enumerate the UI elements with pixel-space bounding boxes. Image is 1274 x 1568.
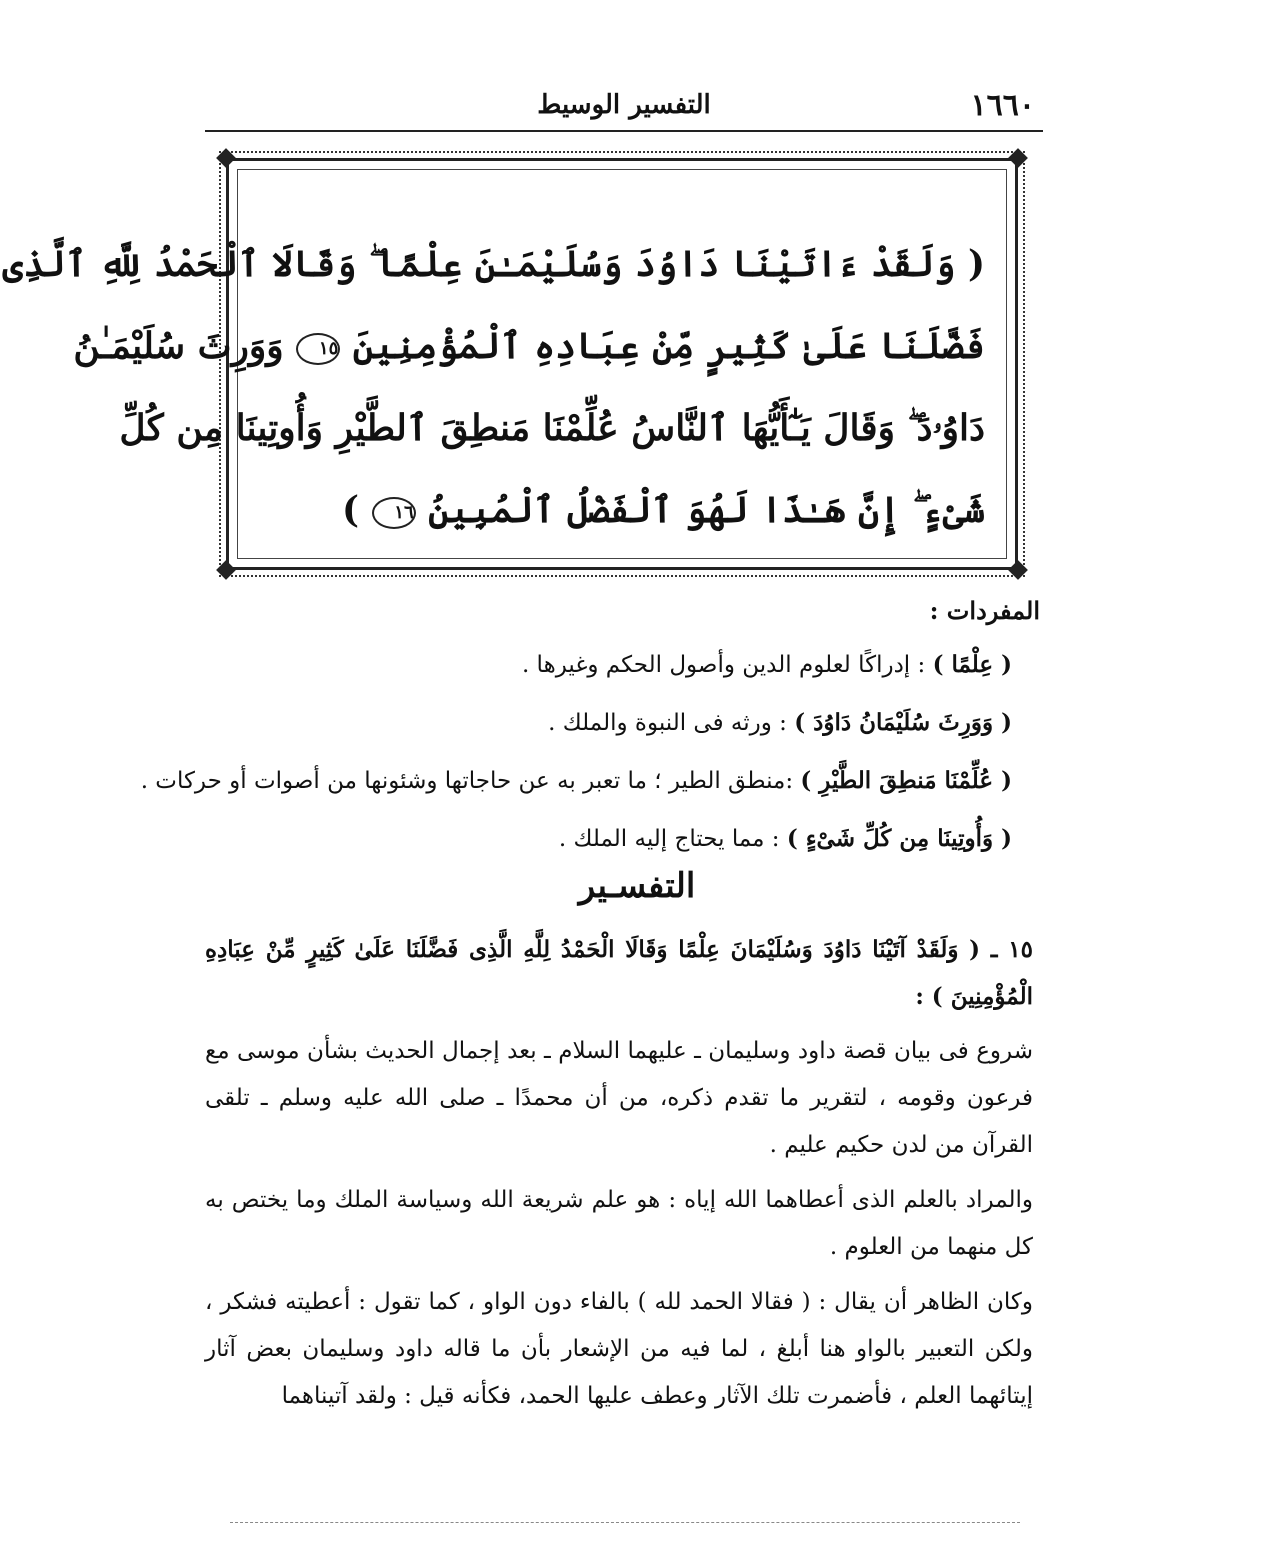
verse-line (73, 305, 985, 387)
vocabulary-meaning: :منطق الطير ؛ ما تعبر به عن حاجاتها وشئونها من أصوات أو حركات . (140, 768, 801, 794)
commentary-paragraph: والمراد بالعلم الذى أعطاهما الله إياه : هو علم شريعة الله وسياسة الملك وما يختص به كل منهما من العلوم . (205, 1187, 1033, 1260)
vocabulary-item (140, 752, 1012, 810)
commentary-paragraph: وكان الظاهر أن يقال : ( فقالا الحمد لله ) بالفاء دون الواو ، كما تقول : أعطيته فشكر ، ولكن التعبير بالواو هنا أبلغ ، لما فيه من الإشعار بأن ما قاله داود وسليمان بعض آثار إيتائهما العلم ، فأضمرت تلك الآثار وعطف عليها الحمد، فكأنه قيل : ولقد آتيناهما (205, 1289, 1033, 1409)
closing-paren: ) (342, 489, 360, 531)
vocabulary-term: ( وَوَرِثَ سُلَيْمَانُ دَاوُدَ ) (794, 709, 1012, 736)
corner-ornament-icon (216, 560, 236, 580)
vocabulary-meaning: : مما يحتاج إليه الملك . (558, 826, 787, 852)
vocabulary-list (140, 636, 1012, 868)
verse-reference: ١٥ ـ ( وَلَقَدْ آتَيْنَا دَاوُدَ وَسُلَيْمَانَ عِلْمًا وَقَالَا الْحَمْدُ لِلَّهِ الَّذِى فَضَّلَنَا عَلَىٰ كَثِيرٍ مِّنْ عِبَادِهِ الْمُؤْمِنِينَ ) : (205, 936, 1033, 1010)
verse-line (2, 223, 985, 305)
running-header (205, 86, 1043, 132)
vocabulary-meaning: : إدراكًا لعلوم الدين وأصول الحكم وغيرها . (521, 652, 933, 678)
book-title: التفسير الوسيط (537, 90, 711, 120)
vocabulary-term: ( عِلْمًا ) (932, 651, 1012, 678)
corner-ornament-icon (1008, 148, 1028, 168)
tafsir-heading: التفسـير (578, 866, 696, 906)
corner-ornament-icon (216, 148, 236, 168)
vocabulary-item (232, 810, 1012, 868)
vocabulary-meaning: : ورثه فى النبوة والملك . (548, 710, 795, 736)
page-number: ١٦٦٠ (970, 88, 1035, 123)
verse-text: ( وَلَقَدْ ءَاتَيْنَا دَاوُدَ وَسُلَيْمَـٰنَ عِلْمًا ۖ وَقَالَا ٱلْحَمْدُ لِلَّهِ ٱلَّذِى (2, 243, 985, 285)
vocabulary-item (232, 636, 1012, 694)
verse-frame (2, 158, 1018, 570)
verse-text: دَاوُۥدَ ۖ وَقَالَ يَـٰٓأَيُّهَا ٱلنَّاسُ عُلِّمْنَا مَنطِقَ ٱلطَّيْرِ وَأُوتِينَا مِن كُلِّ (119, 407, 985, 449)
commentary-body (205, 926, 1033, 1428)
verse-text: فَضَّلَنَا عَلَىٰ كَثِيرٍ مِّنْ عِبَادِهِ ٱلْمُؤْمِنِينَ (352, 325, 985, 367)
ayah-number-marker: ١٥ (296, 333, 340, 365)
vocabulary-term: ( وَأُوتِينَا مِن كُلِّ شَىْءٍ ) (786, 825, 1012, 852)
footer-divider (230, 1522, 1020, 1523)
ayah-number-marker: ١٦ (372, 497, 416, 529)
verse-line (119, 387, 985, 469)
vocabulary-item (232, 694, 1012, 752)
verse-line (259, 469, 985, 551)
verse-text: وَوَرِثَ سُلَيْمَـٰنُ (73, 325, 284, 367)
verse-text: شَىْءٍ ۖ إِنَّ هَـٰذَا لَهُوَ ٱلْفَضْلُ ٱلْمُبِينُ (428, 489, 985, 531)
vocabulary-term: ( عُلِّمْنَا مَنطِقَ الطَّيْرِ ) (800, 767, 1012, 794)
corner-ornament-icon (1008, 560, 1028, 580)
vocabulary-heading: المفردات : (929, 596, 1040, 625)
quran-verse-block (2, 223, 985, 551)
commentary-paragraph: شروع فى بيان قصة داود وسليمان ـ عليهما السلام ـ بعد إجمال الحديث بشأن موسى مع فرعون وقومه ، لتقرير ما تقدم ذكره، من أن محمدًا ـ صلى الله عليه وسلم ـ تلقى القرآن من لدن حكيم عليم . (205, 1038, 1033, 1158)
